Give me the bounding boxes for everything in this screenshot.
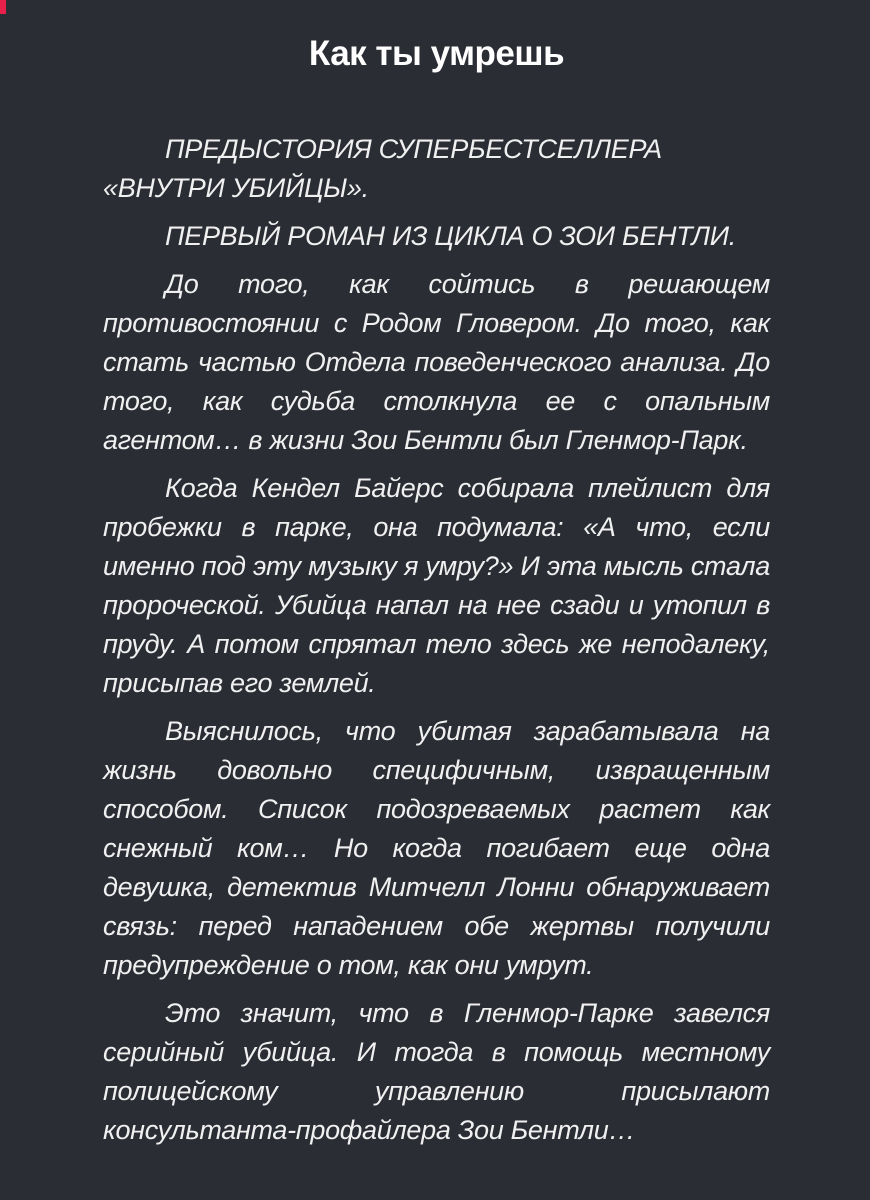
book-title: Как ты умрешь	[308, 34, 565, 73]
paragraph-investigation: Выяснилось, что убитая зарабатывала на жизнь довольно специфичным, извращенным способом. Список подозреваемых растет как снежный ком… Но когда погибает еще одна девушка, детектив Митчелл Лонни обнаруживает связь: перед нападением обе жертвы получили предупреждение о том, как они умрут.	[103, 716, 770, 980]
paragraph-serial-killer: Это значит, что в Гленмор-Парке завелся серийный убийца. И тогда в помощь местному полицейскому управлению присылают консультанта-профайлера Зои Бентли…	[103, 998, 770, 1145]
paragraph-first-murder: Когда Кендел Байерс собирала плейлист для пробежки в парке, она подумала: «А что, если именно под эту музыку я умру?» И эта мысль стала пророческой. Убийца напал на нее сзади и утопил в пруду. А потом спрятал тело здесь же неподалеку, присыпав его землей.	[103, 473, 770, 698]
paragraph-backstory: До того, как сойтись в решающем противостоянии с Родом Гловером. До того, как стать частью Отдела поведенческого анализа. До того, как судьба столкнула ее с опальным агентом… в жизни Зои Бентли был Гленмор-Парк.	[103, 269, 770, 455]
book-description	[103, 130, 770, 1150]
paragraph-prequel-note: ПРЕДЫСТОРИЯ СУПЕРБЕСТСЕЛЛЕРА «ВНУТРИ УБИЙЦЫ».	[103, 134, 662, 203]
paragraph-series-note: ПЕРВЫЙ РОМАН ИЗ ЦИКЛА О ЗОИ БЕНТЛИ.	[165, 221, 736, 251]
